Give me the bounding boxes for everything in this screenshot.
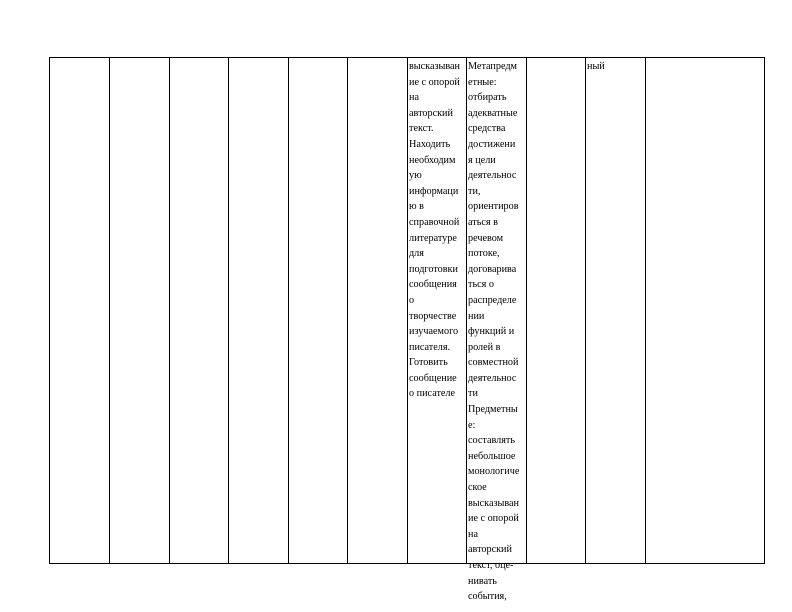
table-column-5 — [289, 58, 348, 563]
table-column-9 — [527, 58, 586, 563]
table-cell-activities: высказыван ие с опорой на авторский текст. Находить необходим ую информаци ю в справочной литературе для подготовки сообщения о творчестве изучаемого писателя. Готовить сообщение о писателе — [409, 61, 461, 400]
table-column-8 — [467, 58, 527, 603]
table-cell-control: ный — [587, 61, 605, 72]
table-cell-learning-outcomes: Метапредм етные: отбирать адекватные средства достижени я цели деятельнос ти, ориентиров аться в речевом потоке, договарива ться о распределе нии функций и ролей в совместной деятельнос ти Предметны е: составлять небольшое монологиче ское высказыван ие с опорой на авторский текст, оце- нивать события, — [468, 61, 520, 603]
table-column-4 — [229, 58, 289, 563]
table-column-10 — [586, 58, 646, 563]
table-column-2 — [110, 58, 170, 563]
lesson-plan-table — [49, 57, 765, 603]
table-column-7 — [408, 58, 467, 563]
table-column-3 — [170, 58, 229, 563]
table-column-11 — [646, 58, 764, 563]
table-column-1 — [50, 58, 110, 563]
table-column-6 — [348, 58, 408, 563]
